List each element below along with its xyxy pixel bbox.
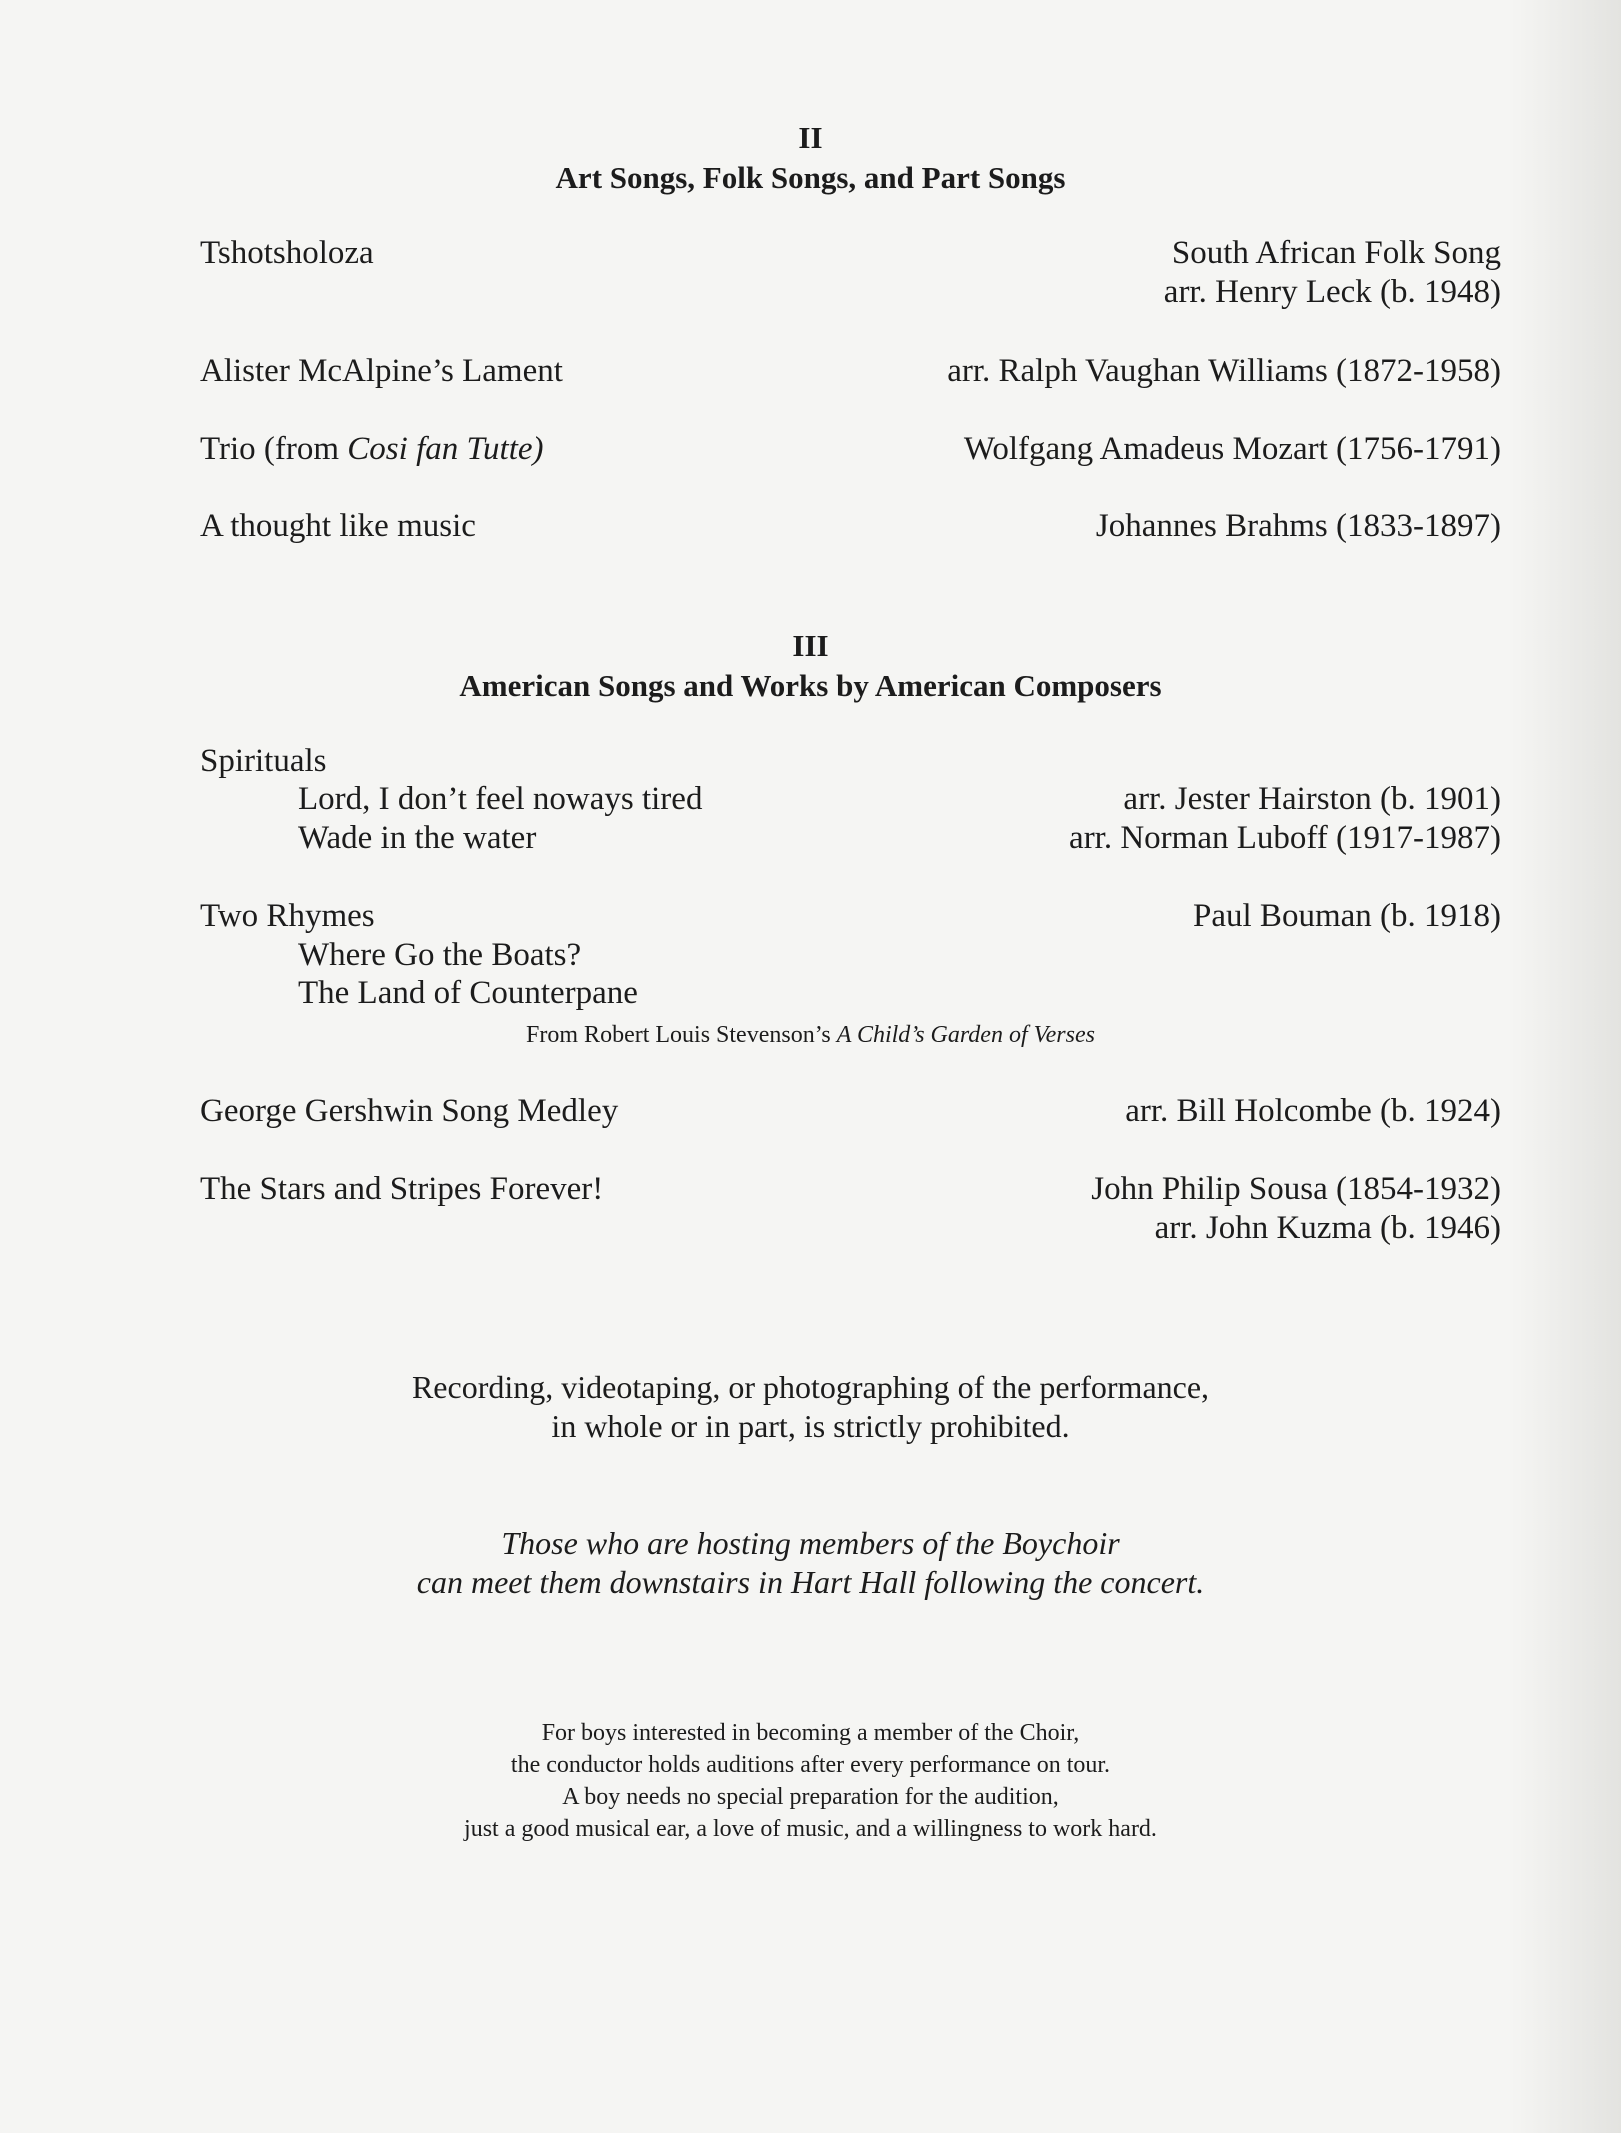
work-title: Tshotsholoza [200,235,374,271]
section-3-title: American Songs and Works by American Composers [459,668,1162,703]
work-title: Lord, I don’t feel noways tired [298,781,703,817]
note-italic: A Child’s Garden of Verses [836,1022,1095,1048]
composer: Paul Bouman (b. 1918) [1193,898,1501,934]
composer: arr. Ralph Vaughan Williams (1872-1958) [947,353,1501,389]
rhymes-heading: Two Rhymes [200,898,375,934]
work-title: The Land of Counterpane [298,975,638,1011]
work-title: The Stars and Stripes Forever! [200,1171,604,1207]
recording-notice-line-1: Recording, videotaping, or photographing of the performance, [411,1369,1210,1405]
composer: South African Folk Song [1171,235,1501,271]
work-title: Where Go the Boats? [298,937,582,973]
note-prefix: From Robert Louis Stevenson’s [526,1022,837,1048]
work-title: George Gershwin Song Medley [200,1093,619,1129]
section-3-number: III [792,628,829,663]
section-2-number: II [798,120,823,155]
work-title: A thought like music [200,508,476,544]
work-title-prefix: Trio (from [200,431,348,467]
auditions-line-2: the conductor holds auditions after every performance on tour. [510,1752,1111,1778]
recording-notice-line-2: in whole or in part, is strictly prohibited. [551,1408,1070,1444]
composer: Johannes Brahms (1833-1897) [1095,508,1501,544]
page-edge-shadow [1511,0,1621,2133]
arranger: arr. John Kuzma (b. 1946) [1154,1210,1501,1246]
composer: Wolfgang Amadeus Mozart (1756-1791) [963,431,1501,467]
composer: John Philip Sousa (1854-1932) [1091,1171,1501,1207]
work-title: Alister McAlpine’s Lament [200,353,563,389]
section-2-title: Art Songs, Folk Songs, and Part Songs [555,160,1066,195]
rhymes-source-note [0,1022,1621,1049]
hosting-note-line-1: Those who are hosting members of the Boychoir [501,1525,1120,1561]
composer: arr. Jester Hairston (b. 1901) [1123,781,1501,817]
composer: arr. Norman Luboff (1917-1987) [1069,820,1501,856]
hosting-note-line-2: can meet them downstairs in Hart Hall following the concert. [416,1564,1205,1600]
auditions-line-3: A boy needs no special preparation for the audition, [562,1784,1059,1810]
work-title-italic: Cosi fan Tutte) [347,431,544,467]
composer: arr. Bill Holcombe (b. 1924) [1125,1093,1501,1129]
arranger: arr. Henry Leck (b. 1948) [1163,274,1501,310]
auditions-line-1: For boys interested in becoming a member of the Choir, [541,1720,1080,1746]
work-title: Wade in the water [298,820,537,856]
work-title [200,430,544,469]
auditions-line-4: just a good musical ear, a love of music, and a willingness to work hard. [464,1816,1157,1842]
spirituals-heading: Spirituals [200,743,327,779]
